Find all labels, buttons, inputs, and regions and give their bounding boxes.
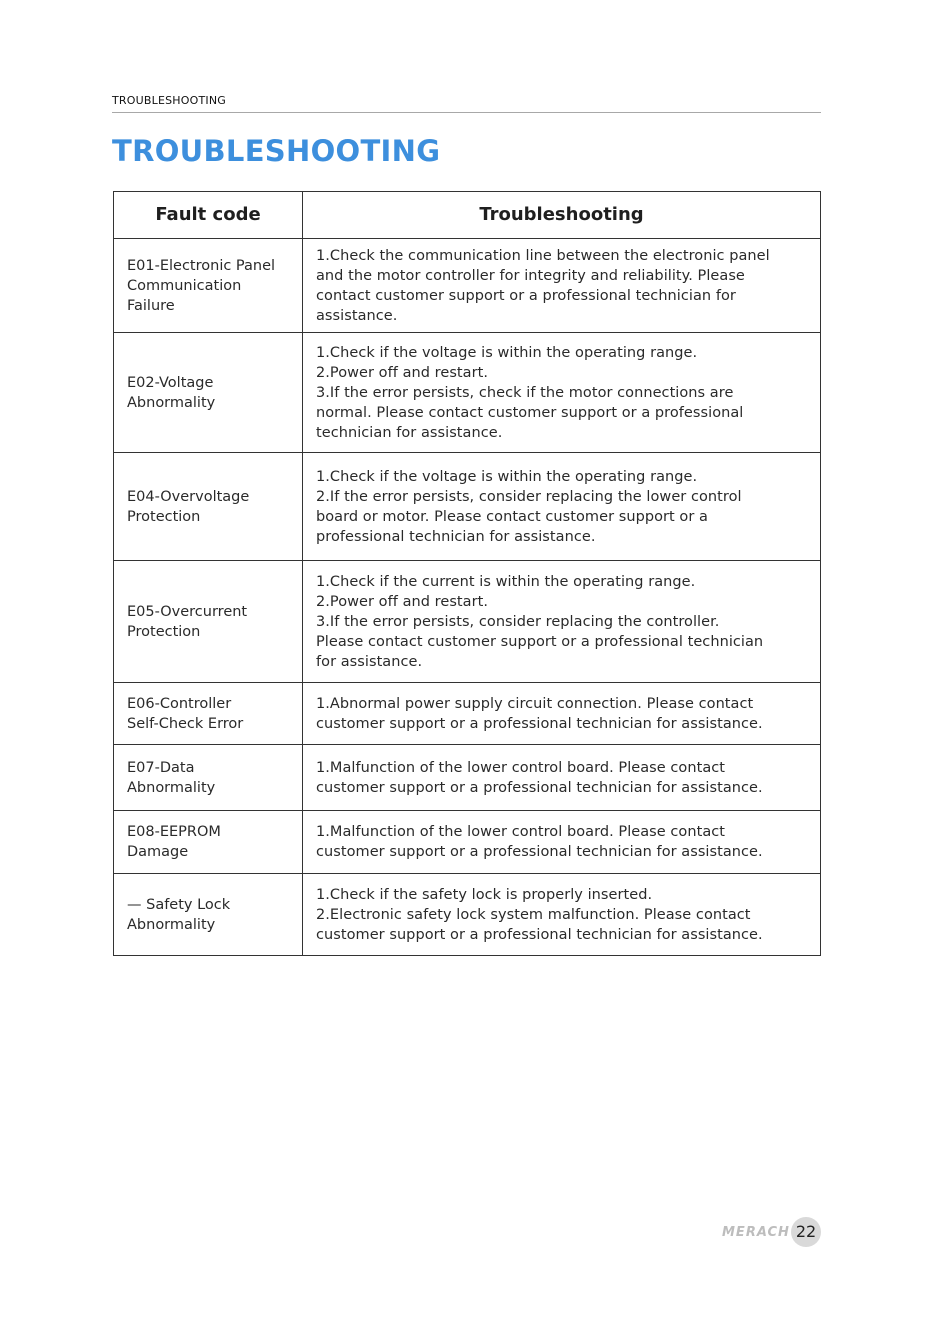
solution-line: 2.Power off and restart. bbox=[316, 364, 489, 381]
solution-line: professional technician for assistance. bbox=[316, 528, 596, 545]
solution-line: customer support or a professional technician for assistance. bbox=[316, 715, 763, 732]
solution-cell bbox=[303, 811, 821, 874]
solution-line: technician for assistance. bbox=[316, 424, 503, 441]
solution-line: 1.Malfunction of the lower control board. Please contact bbox=[316, 824, 726, 840]
solution-line: 2.If the error persists, consider replacing the lower control bbox=[316, 488, 742, 505]
fault-code-line: Self-Check Error bbox=[127, 715, 244, 732]
solution-cell bbox=[303, 561, 821, 683]
fault-code-cell bbox=[114, 745, 303, 811]
table-row bbox=[114, 874, 821, 956]
fault-code-line: Damage bbox=[127, 844, 189, 860]
fault-code-cell bbox=[114, 333, 303, 453]
solution-line: for assistance. bbox=[316, 653, 423, 670]
solution-line: customer support or a professional technician for assistance. bbox=[316, 779, 763, 796]
solution-line: normal. Please contact customer support or a professional bbox=[316, 404, 744, 421]
brand-logo: MERACH bbox=[722, 1225, 790, 1240]
fault-code-cell bbox=[114, 239, 303, 333]
solution-line: board or motor. Please contact customer support or a bbox=[316, 508, 708, 525]
fault-code-line: E02-Voltage bbox=[127, 374, 214, 391]
running-header: TROUBLESHOOTING bbox=[112, 94, 226, 107]
fault-code-line: Abnormality bbox=[127, 394, 216, 411]
solution-line: 1.Check if the voltage is within the operating range. bbox=[316, 344, 698, 361]
fault-code-line: E07-Data bbox=[127, 759, 195, 776]
solution-line: 1.Check the communication line between the electronic panel bbox=[316, 247, 770, 264]
fault-code-cell bbox=[114, 561, 303, 683]
solution-cell bbox=[303, 453, 821, 561]
solution-line: 1.Check if the voltage is within the operating range. bbox=[316, 468, 698, 485]
fault-code-line: E05-Overcurrent bbox=[127, 603, 248, 620]
column-header-fault-code: Fault code bbox=[114, 192, 303, 239]
solution-line: 1.Malfunction of the lower control board. Please contact bbox=[316, 759, 726, 776]
solution-line: 3.If the error persists, check if the motor connections are bbox=[316, 384, 734, 401]
solution-line: Please contact customer support or a professional technician bbox=[316, 633, 764, 650]
column-header-troubleshooting: Troubleshooting bbox=[303, 192, 821, 239]
fault-code-line: Abnormality bbox=[127, 916, 216, 933]
solution-line: customer support or a professional technician for assistance. bbox=[316, 926, 763, 943]
table-row bbox=[114, 453, 821, 561]
solution-line: and the motor controller for integrity and reliability. Please bbox=[316, 267, 745, 284]
header-divider bbox=[112, 112, 821, 113]
fault-code-cell bbox=[114, 453, 303, 561]
solution-line: contact customer support or a professional technician for bbox=[316, 287, 736, 304]
fault-code-line: Failure bbox=[127, 297, 175, 314]
solution-line: 2.Electronic safety lock system malfunction. Please contact bbox=[316, 906, 751, 923]
solution-cell bbox=[303, 333, 821, 453]
troubleshooting-table bbox=[113, 191, 821, 956]
solution-line: 1.Check if the current is within the operating range. bbox=[316, 573, 696, 590]
fault-code-line: — Safety Lock bbox=[127, 896, 231, 913]
fault-code-line: Protection bbox=[127, 623, 201, 640]
solution-line: 1.Abnormal power supply circuit connection. Please contact bbox=[316, 695, 754, 712]
page-title: TROUBLESHOOTING bbox=[112, 134, 441, 168]
solution-line: 2.Power off and restart. bbox=[316, 593, 489, 610]
solution-cell bbox=[303, 239, 821, 333]
solution-line: assistance. bbox=[316, 307, 398, 324]
table-row bbox=[114, 333, 821, 453]
page-number-badge: 22 bbox=[791, 1217, 821, 1247]
fault-code-line: E08-EEPROM bbox=[127, 824, 221, 840]
fault-code-line: Abnormality bbox=[127, 779, 216, 796]
fault-code-line: E06-Controller bbox=[127, 695, 232, 712]
solution-cell bbox=[303, 745, 821, 811]
fault-code-cell bbox=[114, 683, 303, 745]
table-row bbox=[114, 561, 821, 683]
solution-line: 1.Check if the safety lock is properly inserted. bbox=[316, 886, 653, 903]
solution-cell bbox=[303, 874, 821, 956]
fault-code-line: Communication bbox=[127, 277, 242, 294]
fault-code-line: Protection bbox=[127, 508, 201, 525]
fault-code-line: E04-Overvoltage bbox=[127, 488, 250, 505]
fault-code-line: E01-Electronic Panel bbox=[127, 257, 276, 274]
table-row bbox=[114, 745, 821, 811]
fault-code-cell bbox=[114, 811, 303, 874]
table-row bbox=[114, 683, 821, 745]
solution-line: 3.If the error persists, consider replacing the controller. bbox=[316, 613, 720, 630]
table-header-row bbox=[114, 192, 821, 239]
table-row bbox=[114, 239, 821, 333]
fault-code-cell bbox=[114, 874, 303, 956]
table-row bbox=[114, 811, 821, 874]
solution-line: customer support or a professional technician for assistance. bbox=[316, 844, 763, 860]
solution-cell bbox=[303, 683, 821, 745]
